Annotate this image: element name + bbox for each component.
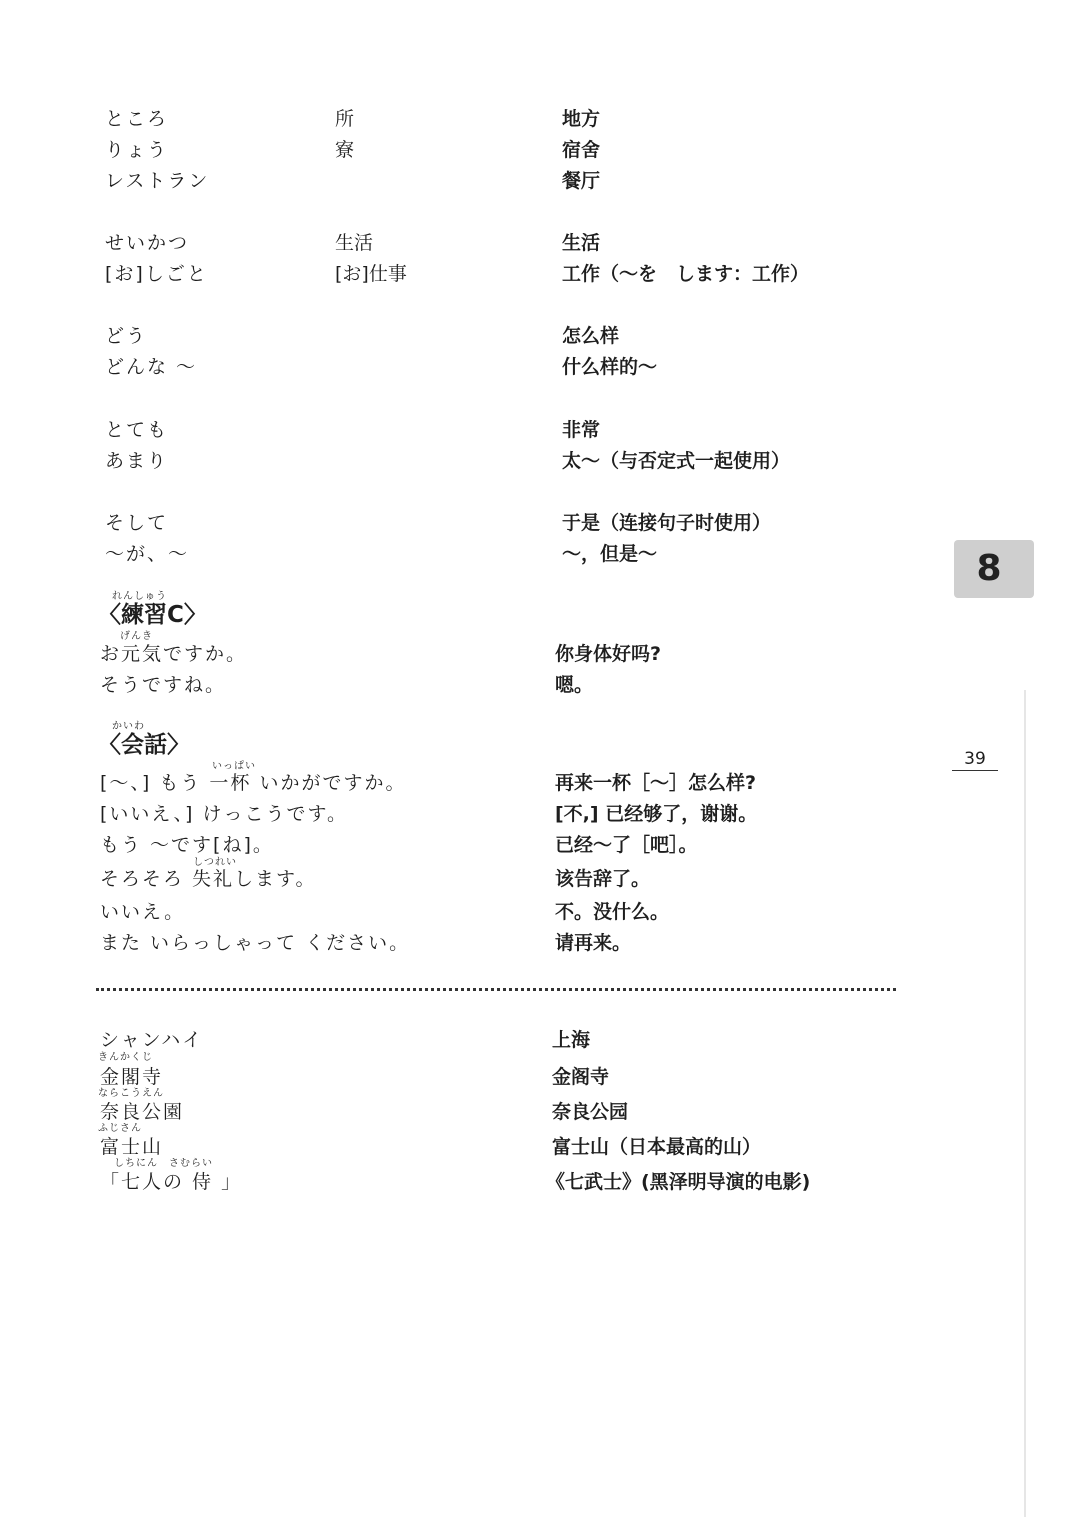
vocab-reading: とても	[105, 419, 169, 441]
phrase-jp: [いいえ、] けっこうです。	[100, 803, 348, 825]
proper-noun-jp: 奈良公園	[100, 1101, 185, 1123]
phrase-cn: 请再来。	[555, 932, 632, 954]
ruby-text: げんき	[120, 631, 153, 642]
vocab-translation: 于是（连接句子时使用）	[562, 512, 772, 534]
ruby-text: しちにん さむらい	[114, 1158, 213, 1169]
vocab-kanji: [お]仕事	[335, 263, 407, 285]
phrase-cn: 不。没什么。	[555, 901, 670, 923]
section-heading-practice: 〈練習C〉	[98, 602, 207, 628]
vocab-reading: そして	[105, 512, 169, 534]
vocab-kanji: 寮	[335, 139, 355, 161]
vocab-reading: あまり	[105, 450, 169, 472]
proper-noun-cn: 《七武士》(黑泽明导演的电影)	[546, 1171, 811, 1193]
vocab-reading: どう	[105, 325, 148, 347]
ruby-text: しつれい	[193, 857, 237, 868]
chapter-tab	[954, 540, 1034, 598]
vocab-translation: 地方	[562, 108, 601, 130]
phrase-jp: また いらっしゃって ください。	[100, 932, 411, 954]
chapter-number: 8	[976, 548, 1002, 589]
vocab-translation: 什么样的～	[562, 356, 658, 378]
phrase-cn: 你身体好吗?	[555, 643, 662, 665]
page-number: 39	[952, 748, 998, 771]
vocab-translation: ～，但是～	[562, 543, 658, 565]
vocab-reading: どんな ～	[105, 356, 198, 378]
vocab-translation: 生活	[562, 232, 601, 254]
phrase-cn: 已经～了［吧］。	[555, 834, 698, 856]
vocab-kanji: 生活	[335, 232, 374, 254]
proper-noun-jp: 「七人の 侍 」	[100, 1171, 243, 1193]
ruby-text: いっぱい	[212, 761, 256, 772]
section-heading-conversation: 〈会話〉	[98, 732, 190, 758]
vocab-translation: 非常	[562, 419, 601, 441]
phrase-cn: 再来一杯［～］怎么样?	[555, 772, 757, 794]
phrase-jp: そうですね。	[100, 674, 227, 696]
proper-noun-jp: 富士山	[100, 1136, 164, 1158]
vocab-reading: レストラン	[105, 170, 210, 192]
proper-noun-cn: 金阁寺	[552, 1066, 610, 1088]
phrase-jp: [～、] もう 一杯 いかがですか。	[100, 772, 407, 794]
vocab-reading: ～が、～	[105, 543, 190, 565]
phrase-jp: いいえ。	[100, 901, 186, 923]
ruby-text: ふじさん	[98, 1123, 142, 1134]
proper-noun-cn: 上海	[552, 1029, 591, 1051]
phrase-cn: [不,] 已经够了，谢谢。	[555, 803, 758, 825]
phrase-cn: 嗯。	[555, 674, 594, 696]
proper-noun-jp: シャンハイ	[100, 1029, 204, 1051]
phrase-jp: お元気ですか。	[100, 643, 248, 665]
vocab-reading: [お]しごと	[105, 263, 208, 285]
vocab-reading: せいかつ	[105, 232, 190, 254]
vocab-reading: ところ	[105, 108, 169, 130]
ruby-text: ならこうえん	[98, 1088, 164, 1099]
ruby-text: きんかくじ	[98, 1052, 153, 1063]
phrase-cn: 该告辞了。	[555, 868, 651, 890]
vocab-translation: 工作（～を します：工作）	[562, 263, 810, 285]
phrase-jp: もう ～です[ね]。	[100, 834, 274, 856]
vocab-translation: 宿舍	[562, 139, 601, 161]
vocab-translation: 怎么样	[562, 325, 620, 347]
proper-noun-jp: 金閣寺	[100, 1066, 164, 1088]
heading-ruby: かいわ	[112, 721, 145, 732]
phrase-jp: そろそろ 失礼します。	[100, 868, 317, 890]
heading-ruby: れんしゅう	[112, 591, 167, 602]
vocab-translation: 太～（与否定式一起使用）	[562, 450, 791, 472]
vocab-translation: 餐厅	[562, 170, 601, 192]
vocab-reading: りょう	[105, 139, 169, 161]
dotted-divider	[96, 988, 896, 991]
proper-noun-cn: 富士山（日本最高的山）	[552, 1136, 762, 1158]
vocab-kanji: 所	[335, 108, 355, 130]
page-edge-line	[1024, 690, 1026, 1517]
proper-noun-cn: 奈良公园	[552, 1101, 629, 1123]
